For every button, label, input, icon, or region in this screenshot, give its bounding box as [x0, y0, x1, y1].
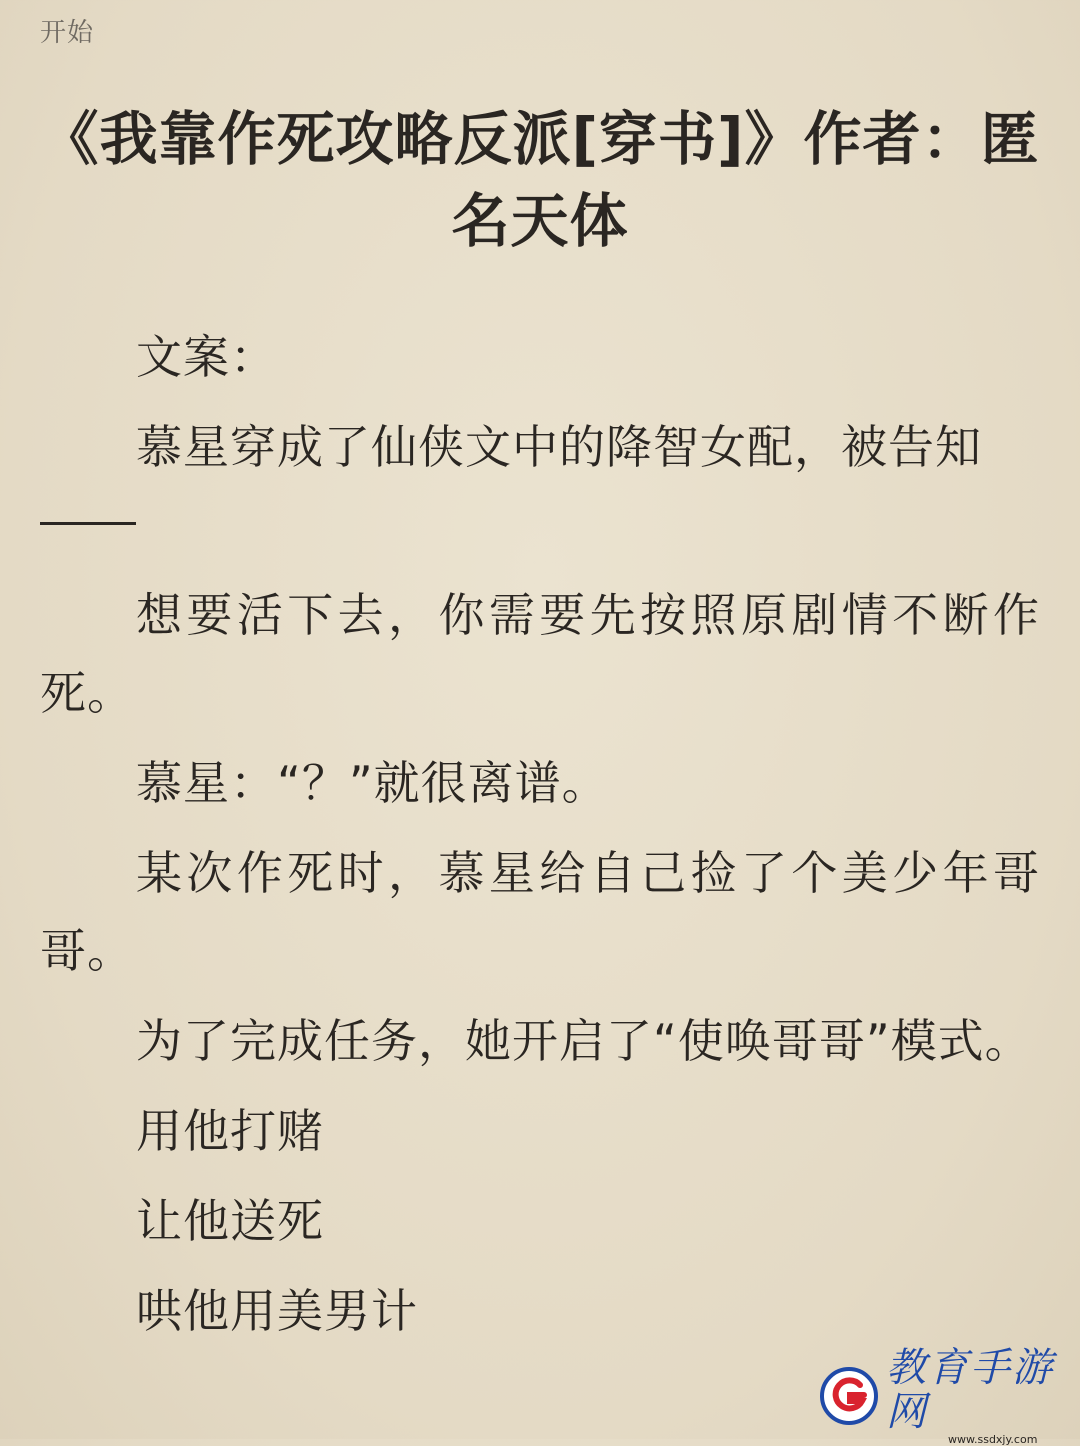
site-logo-icon: [820, 1367, 878, 1425]
paragraph: 哄他用美男计: [136, 1284, 418, 1338]
watermark-url: www.ssdxjy.com: [948, 1433, 1038, 1446]
paragraph: 让他送死: [136, 1194, 324, 1248]
paragraph: 想要活下去，你需要先按照原剧情不断作死。: [40, 588, 1040, 720]
dash-separator: [40, 486, 1040, 564]
book-title: 《我靠作死攻略反派[穿书]》作者：匿名天体: [40, 105, 1040, 255]
em-dash-line: [40, 522, 136, 525]
paragraph: 文案：: [136, 330, 277, 384]
book-content: [40, 318, 1040, 1362]
chapter-label: 开始: [40, 18, 95, 48]
watermark-name: 教育手游网: [886, 1345, 1054, 1435]
paragraph: 慕星：“？”就很离谱。: [136, 756, 609, 810]
paragraph: 某次作死时，慕星给自己捡了个美少年哥哥。: [40, 846, 1040, 978]
paragraph: 用他打赌: [136, 1104, 324, 1158]
site-watermark: [820, 1345, 1070, 1446]
paragraph: 慕星穿成了仙侠文中的降智女配，被告知: [136, 420, 982, 474]
paragraph: 为了完成任务，她开启了“使唤哥哥”模式。: [136, 1014, 1032, 1068]
